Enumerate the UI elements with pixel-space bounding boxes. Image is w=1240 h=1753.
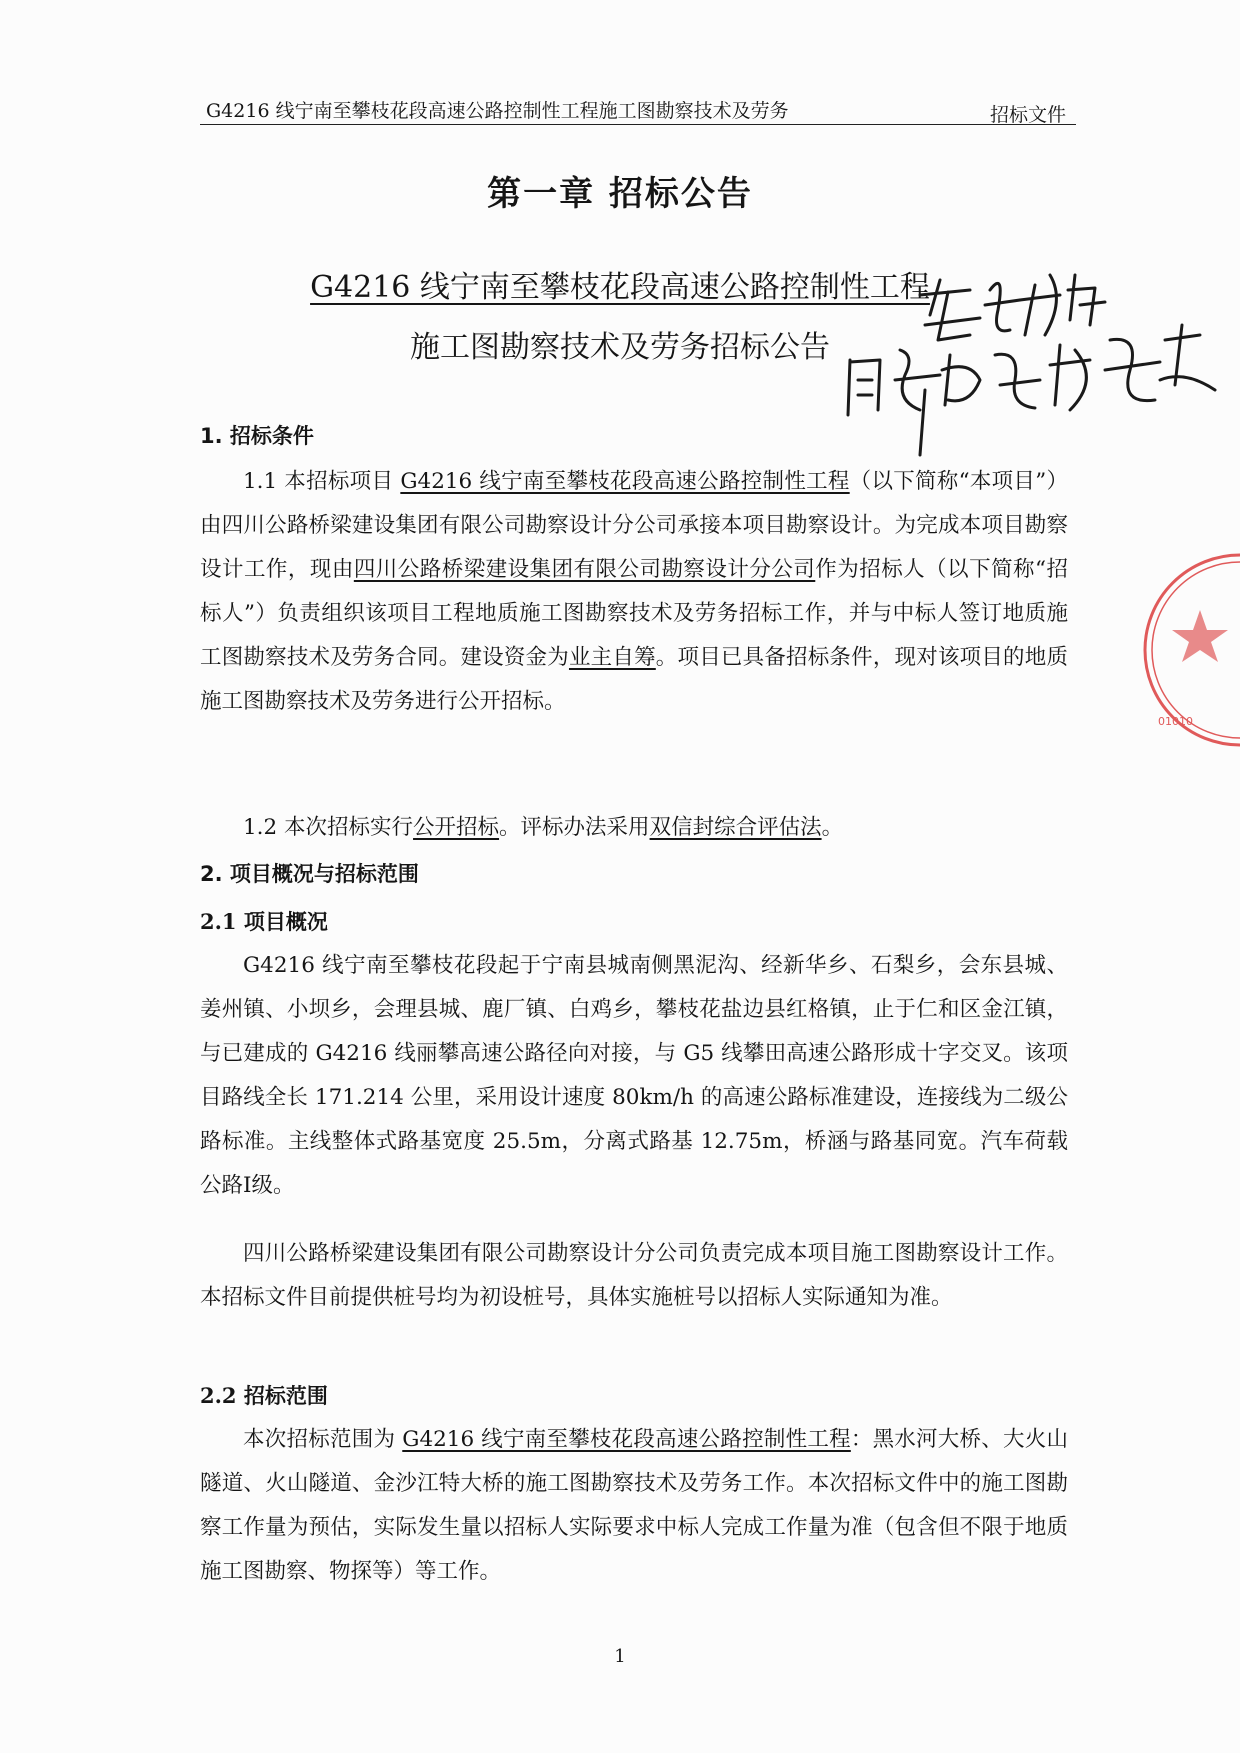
notice-title-line1: G4216 线宁南至攀枝花段高速公路控制性工程 — [310, 270, 930, 305]
paragraph-1-1: 1.1 本招标项目 G4216 线宁南至攀枝花段高速公路控制性工程（以下简称“本项目”）由四川公路桥梁建设集团有限公司勘察设计分公司承接本项目勘察设计。为完成本项目勘察设计工作，现由四川公路桥梁建设集团有限公司勘察设计分公司作为招标人（以下简称“招标人”）负责组织该项目工程地质施工图勘察技术及劳务招标工作，并与中标人签订地质施工图勘察技术及劳务合同。建设资金为业主自筹。项目已具备招标条件，现对该项目的地质施工图勘察技术及劳务进行公开招标。 — [200, 469, 1068, 714]
red-seal-stamp — [1130, 520, 1240, 780]
subsection-2-1-heading: 2.1 项目概况 — [200, 909, 328, 934]
header-divider — [200, 124, 1076, 125]
handwritten-signature — [820, 240, 1230, 470]
paragraph-1-2: 1.2 本次招标实行公开招标。评标办法采用双信封综合评估法。 — [243, 815, 844, 840]
chapter-title: 第一章 招标公告 — [487, 174, 753, 214]
header-title: G4216 线宁南至攀枝花段高速公路控制性工程施工图勘察技术及劳务 — [206, 100, 789, 122]
page-number: 1 — [614, 1646, 626, 1667]
paragraph-2-1-overview: G4216 线宁南至攀枝花段起于宁南县城南侧黑泥沟、经新华乡、石梨乡，会东县城、姜州镇、小坝乡，会理县城、鹿厂镇、白鸡乡，攀枝花盐边县红格镇，止于仁和区金江镇，与已建成的 G4216 线丽攀高速公路径向对接，与 G5 线攀田高速公路形成十字交叉。该项目路线全长 171.214 公里，采用设计速度 80km/h 的高速公路标准建设，连接线为二级公路标准。主线整体式路基宽度 25.5m，分离式路基 12.75m，桥涵与路基同宽。汽车荷载公路Ⅰ级。 — [200, 953, 1068, 1198]
paragraph-2-2-scope: 本次招标范围为 G4216 线宁南至攀枝花段高速公路控制性工程：黑水河大桥、大火山隧道、火山隧道、金沙江特大桥的施工图勘察技术及劳务工作。本次招标文件中的施工图勘察工作量为预估，实际发生量以招标人实际要求中标人完成工作量为准（包含但不限于地质施工图勘察、物探等）等工作。 — [200, 1427, 1068, 1584]
section-1-heading: 1. 招标条件 — [200, 424, 314, 448]
paragraph-2-1-note: 四川公路桥梁建设集团有限公司勘察设计分公司负责完成本项目施工图勘察设计工作。本招标文件目前提供桩号均为初设桩号，具体实施桩号以招标人实际通知为准。 — [200, 1241, 1068, 1310]
svg-text:01010: 01010 — [1158, 715, 1193, 728]
notice-title-line2: 施工图勘察技术及劳务招标公告 — [410, 330, 830, 365]
subsection-2-2-heading: 2.2 招标范围 — [200, 1383, 328, 1408]
section-2-heading: 2. 项目概况与招标范围 — [200, 862, 419, 886]
header-doc-type: 招标文件 — [989, 104, 1066, 126]
page-header — [200, 94, 1076, 126]
